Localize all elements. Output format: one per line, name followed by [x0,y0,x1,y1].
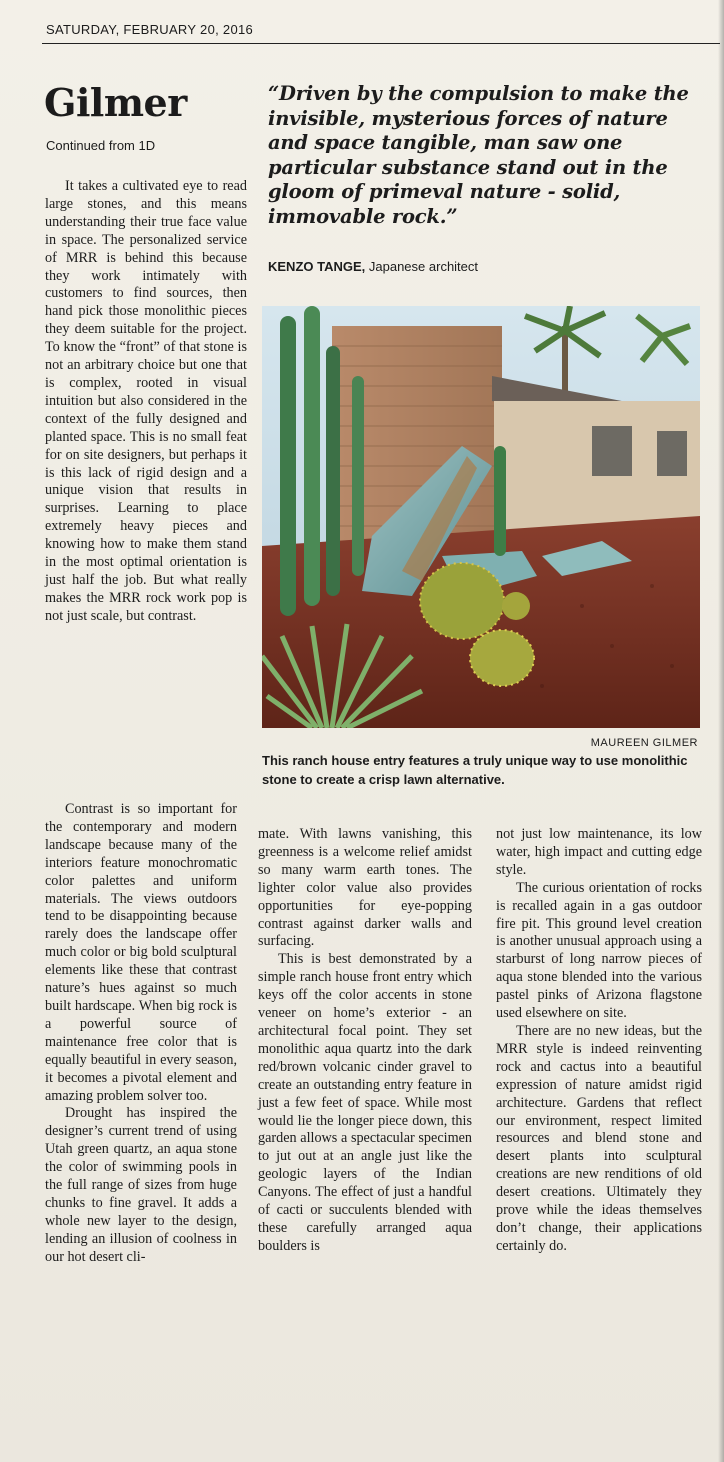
header-rule [42,43,720,44]
article-paragraph: This is best demonstrated by a simple ranch house front entry which keys off the color accents in stone veneer on home’s exterior - an architectural focal point. They set monolithic aqua quartz into the dark red/brown volcanic cinder gravel to create an outstanding entry feature in just a few feet of space. While most would lie the longer piece down, this garden allows a spectacular specimen to jut out at an angle just like the geologic layers of the Indian Canyons. The effect of just a handful of cacti or succulents blended with these carefully arranged aqua boulders is [258,951,472,1254]
quote-author: KENZO TANGE, [268,259,366,274]
article-column-1-bottom [45,801,237,1267]
article-paragraph: It takes a cultivated eye to read large stones, and this means understanding their true face value in space. The personalized service of MRR is behind this because they work intimately with customers to find sources, then hand pick those monolithic pieces they deem suitable for the project. To know the “front” of that stone is not an arbitrary choice but one that is complex, rooted in visual intuition but also considered in the context of the fully designed and planted space. This is no small feat for on site designers, but perhaps it is this lack of rigid design and a unique vision that results in surprises. Learning to place extremely heavy pieces and knowing how to make them stand in the most optimal orientation is just half the job. But what really makes the MRR rock work pop is not just scale, but contrast. [45,178,247,624]
dateline: SATURDAY, FEBRUARY 20, 2016 [46,22,254,37]
headline: Gilmer [44,80,187,125]
article-column-2 [258,826,472,1256]
pull-quote: “Driven by the compulsion to make the invisible, mysterious forces of nature and space tangible, man saw one particular substance stand out in the gloom of primeval nature - solid, immovable rock.” [268,82,689,228]
quote-author-title: Japanese architect [368,259,479,274]
photo-caption: This ranch house entry features a truly unique way to use monolithic stone to create a crisp lawn alternative. [262,753,688,787]
garden-photo [262,306,700,728]
article-paragraph: not just low maintenance, its low water, high impact and cutting edge style. [496,826,702,878]
article-column-1-top [45,178,247,626]
quote-attribution [268,259,478,274]
article-paragraph: mate. With lawns vanishing, this greenness is a welcome relief amidst so many warm earth tones. The lighter color value also provides opportunities for eye-popping contrast against darker walls and surfacing. [258,826,472,950]
page-edge-shadow [718,0,724,1462]
article-column-3 [496,826,702,1256]
continued-from-label: Continued from 1D [46,138,156,153]
article-paragraph: The curious orientation of rocks is recalled again in a gas outdoor fire pit. This ground level creation is another unusual approach using a starburst of long narrow pieces of aqua stone blended into the various pastel pinks of Arizona flagstone used elsewhere on site. [496,879,702,1022]
article-paragraph: There are no new ideas, but the MRR style is indeed reinventing rock and cactus into a beautiful expression of nature amidst rigid architecture. Gardens that reflect our environment, respect limited resources and blend stone and desert plants into sculptural creations are new renditions of old desert creations. Ultimately they prove while the ideas themselves don’t change, their applications certainly do. [496,1022,702,1254]
photo-credit: MAUREEN GILMER [590,737,698,749]
article-paragraph: Drought has inspired the designer’s current trend of using Utah green quartz, an aqua stone the color of swimming pools in the full range of sizes from huge chunks to fine gravel. It adds a whole new layer to the design, lending an illusion of coolness in our hot desert cli- [45,1105,237,1265]
article-paragraph: Contrast is so important for the contemporary and modern landscape because many of the interiors feature monochromatic color palettes and uniform materials. The views outdoors tend to be disappointing because rarely does the landscape offer much color or big bold sculptural elements like these that contrast nature’s hues against so much built hardscape. When big rock is a powerful source of maintenance free color that is equally beautiful in every season, it becomes a pivotal element and amazing problem solver too. [45,801,237,1104]
